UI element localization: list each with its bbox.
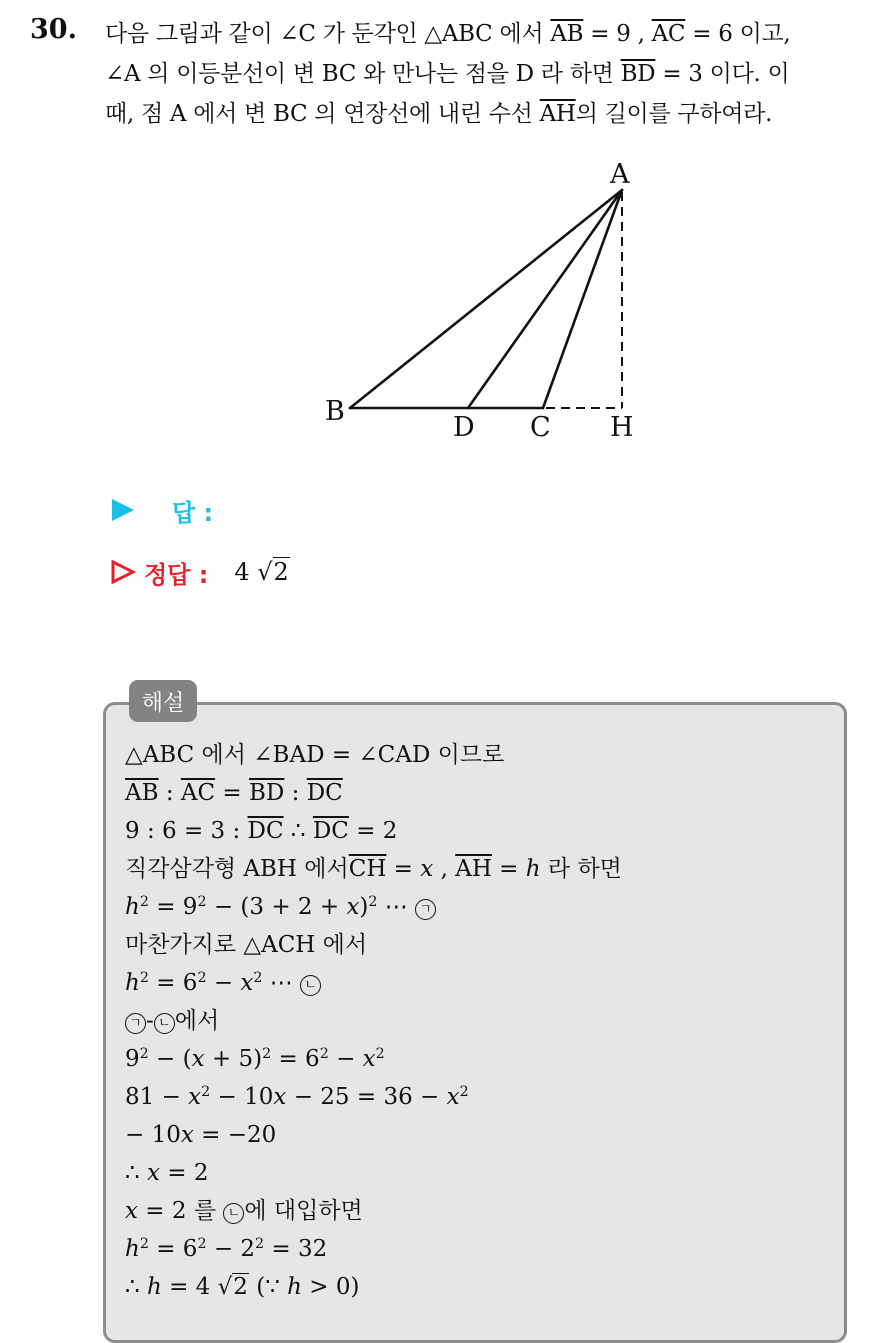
text: = 2 [348, 818, 398, 844]
text: = 6 이고, [685, 21, 791, 47]
text: = 6 [271, 1046, 320, 1072]
solution-line [125, 964, 825, 1002]
text: − 10 [210, 1084, 274, 1110]
text: : [158, 780, 181, 806]
segment-ad [468, 190, 622, 408]
segment: $\overline{BD}$ [249, 780, 285, 806]
text: = 6 [148, 1236, 198, 1262]
exponent: 2 [375, 1046, 385, 1063]
circled-mark: ㄱ [415, 899, 436, 920]
solution-tag: 해설 [129, 680, 197, 722]
triangle-figure [320, 150, 660, 450]
exponent: 2 [319, 1046, 329, 1063]
solution-line [125, 1116, 825, 1154]
text: 에서 [174, 1008, 220, 1034]
text: = −20 [193, 1122, 277, 1148]
text: > 0) [301, 1274, 360, 1300]
exponent: 2 [459, 1084, 469, 1101]
text: ) [359, 894, 369, 920]
solution-line [125, 1078, 825, 1116]
label-d: D [453, 412, 475, 443]
circled-mark: ㄱ [125, 1013, 146, 1034]
exponent: 2 [139, 1046, 149, 1063]
correct-answer-row [110, 552, 290, 592]
solution-line [125, 1192, 825, 1230]
solution-line [125, 1268, 825, 1306]
variable: x [273, 1084, 287, 1110]
variable: x [188, 1084, 202, 1110]
radicand: 2 [233, 1274, 248, 1300]
text: = 9 , [583, 21, 652, 47]
variable: h [125, 894, 140, 920]
text: = [215, 780, 250, 806]
segment: $\overline{AC}$ [180, 780, 216, 806]
text: − 25 = 36 − [286, 1084, 447, 1110]
solution-line [125, 1230, 825, 1268]
exponent: 2 [197, 970, 207, 987]
exponent: 2 [262, 1046, 272, 1063]
exponent: 2 [368, 894, 378, 911]
question-number: 30. [30, 14, 77, 45]
solution-text [125, 736, 825, 1306]
text: ∠A 의 이등분선이 변 BC 와 만나는 점을 D 라 하면 [105, 61, 621, 87]
text: − (3 + 2 + [206, 894, 347, 920]
text: 9 [125, 1046, 140, 1072]
circled-mark: ㄴ [223, 1203, 244, 1224]
variable: h [125, 970, 140, 996]
text: 9 : 6 = 3 : [125, 818, 248, 844]
variable: h [287, 1274, 302, 1300]
question-text [105, 14, 870, 134]
text: − ( [148, 1046, 192, 1072]
question-line [105, 14, 870, 54]
text: 때, 점 A 에서 변 BC 의 연장선에 내린 수선 [105, 101, 540, 127]
label-b: B [325, 396, 345, 427]
text: ⋯ [262, 970, 301, 996]
text: ∴ [283, 818, 313, 844]
sqrt [218, 1273, 249, 1300]
text: = 6 [148, 970, 198, 996]
question-line [105, 54, 870, 94]
text: 라 하면 [540, 856, 622, 882]
variable: x [346, 894, 360, 920]
text: 81 − [125, 1084, 189, 1110]
exponent: 2 [201, 1084, 211, 1101]
variable: x [446, 1084, 460, 1110]
variable: x [191, 1046, 205, 1072]
play-outline-icon [110, 559, 136, 585]
variable: x [362, 1046, 376, 1072]
text: − 2 [206, 1236, 256, 1262]
variable: x [180, 1122, 194, 1148]
solution-line: 마찬가지로 △ACH 에서 [125, 932, 368, 958]
segment: $\overline{AH}$ [455, 856, 492, 882]
text: = [491, 856, 526, 882]
play-icon [110, 497, 136, 523]
solution-line [125, 850, 825, 888]
text: ∴ [125, 1274, 147, 1300]
text: = 2 를 [137, 1198, 224, 1224]
text: , [433, 856, 456, 882]
segment-ac: $\overline{AC}$ [651, 21, 686, 47]
variable: x [125, 1198, 138, 1224]
label-a: A [610, 159, 630, 190]
solution-line [125, 812, 825, 850]
answer-label: 답 : [172, 498, 214, 527]
circled-mark: ㄴ [300, 975, 321, 996]
text: ⋯ [377, 894, 416, 920]
coefficient: 4 [234, 558, 250, 586]
segment: $\overline{DC}$ [312, 818, 349, 844]
question-line [105, 94, 870, 134]
exponent: 2 [197, 894, 207, 911]
exponent: 2 [139, 894, 149, 911]
sqrt-symbol: √ [257, 558, 273, 586]
sqrt-symbol: √ [217, 1274, 233, 1300]
text: 직각삼각형 ABH 에서 [125, 856, 349, 882]
sqrt [257, 557, 290, 586]
variable: h [146, 1274, 162, 1300]
segment-bd: $\overline{BD}$ [620, 61, 656, 87]
solution-line [125, 1154, 825, 1192]
correct-answer-value [234, 558, 290, 586]
segment: $\overline{AB}$ [125, 780, 159, 806]
solution-line [125, 1040, 825, 1078]
variable: x [146, 1160, 160, 1186]
solution-line: △ABC 에서 ∠BAD = ∠CAD 이므로 [125, 742, 505, 768]
text: - [146, 1008, 154, 1034]
segment-ab: $\overline{AB}$ [550, 21, 584, 47]
text: = 3 이다. 이 [655, 61, 790, 87]
segment: $\overline{DC}$ [247, 818, 284, 844]
exponent: 2 [255, 1236, 265, 1253]
segment: $\overline{CH}$ [348, 856, 387, 882]
text: 의 길이를 구하여라. [575, 101, 773, 127]
exponent: 2 [253, 970, 263, 987]
solution-line [125, 1002, 825, 1040]
text: = 2 [159, 1160, 209, 1186]
variable: x [240, 970, 254, 996]
solution-line [125, 888, 825, 926]
exponent: 2 [139, 970, 149, 987]
text: + 5) [204, 1046, 263, 1072]
label-h: H [610, 412, 634, 443]
text: = 4 [161, 1274, 218, 1300]
text: = 32 [264, 1236, 328, 1262]
correct-answer-label: 정답 : [144, 560, 209, 589]
text: : [284, 780, 307, 806]
text: = 9 [148, 894, 198, 920]
radicand: 2 [273, 558, 289, 586]
variable: x [420, 856, 434, 882]
solution-line [125, 774, 825, 812]
label-c: C [530, 412, 551, 443]
text: 다음 그림과 같이 ∠C 가 둔각인 △ABC 에서 [105, 21, 551, 47]
answer-row [110, 492, 213, 528]
segment: $\overline{DC}$ [306, 780, 343, 806]
text: − 10 [125, 1122, 181, 1148]
text: 에 대입하면 [244, 1198, 363, 1224]
segment-ah: $\overline{AH}$ [539, 101, 576, 127]
text: − [328, 1046, 363, 1072]
text: − [206, 970, 241, 996]
variable: h [125, 1236, 140, 1262]
variable: h [525, 856, 541, 882]
text: ∴ [125, 1160, 147, 1186]
exponent: 2 [197, 1236, 207, 1253]
exponent: 2 [139, 1236, 149, 1253]
circled-mark: ㄴ [154, 1013, 175, 1034]
text: = [386, 856, 421, 882]
text: (∵ [248, 1274, 288, 1300]
